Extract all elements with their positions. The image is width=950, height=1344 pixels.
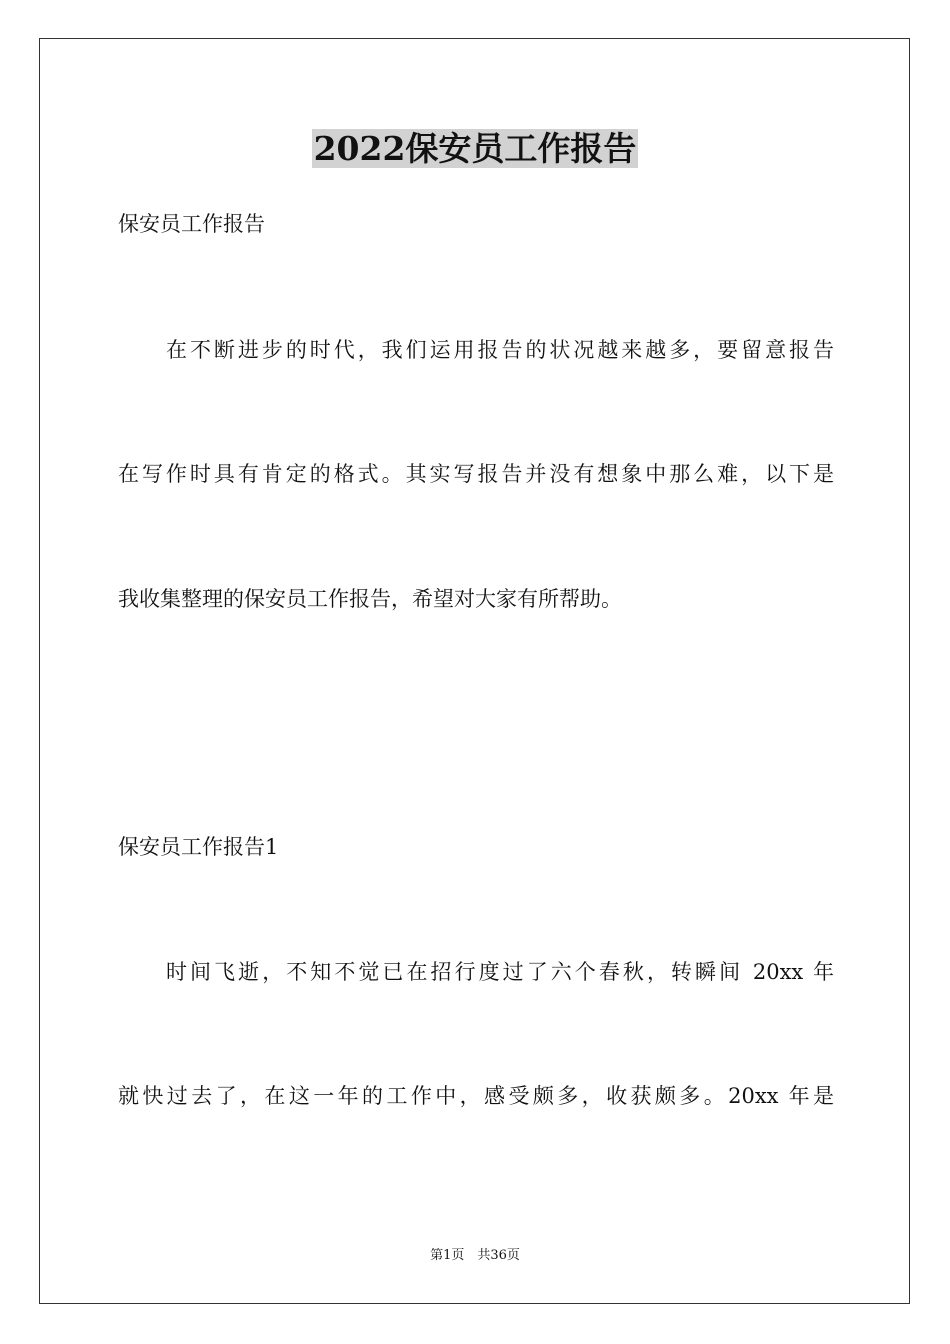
intro-paragraph-line-2: 在写作时具有肯定的格式。其实写报告并没有想象中那么难，以下是: [118, 462, 834, 486]
section-paragraph-line-1: 时间飞逝，不知不觉已在招行度过了六个春秋，转瞬间 20xx 年: [166, 960, 834, 984]
document-subtitle: 保安员工作报告: [118, 212, 265, 236]
section-paragraph-line-2: 就快过去了，在这一年的工作中，感受颇多，收获颇多。20xx 年是: [118, 1084, 834, 1108]
page-number-footer: 第1页 共36页: [430, 1248, 520, 1263]
intro-paragraph-line-3: 我收集整理的保安员工作报告，希望对大家有所帮助。: [118, 587, 622, 611]
document-title-text: 2022保安员工作报告: [313, 129, 637, 168]
document-title: [0, 126, 950, 172]
intro-paragraph-line-1: 在不断进步的时代，我们运用报告的状况越来越多，要留意报告: [166, 338, 834, 362]
section-heading: 保安员工作报告1: [118, 835, 279, 859]
